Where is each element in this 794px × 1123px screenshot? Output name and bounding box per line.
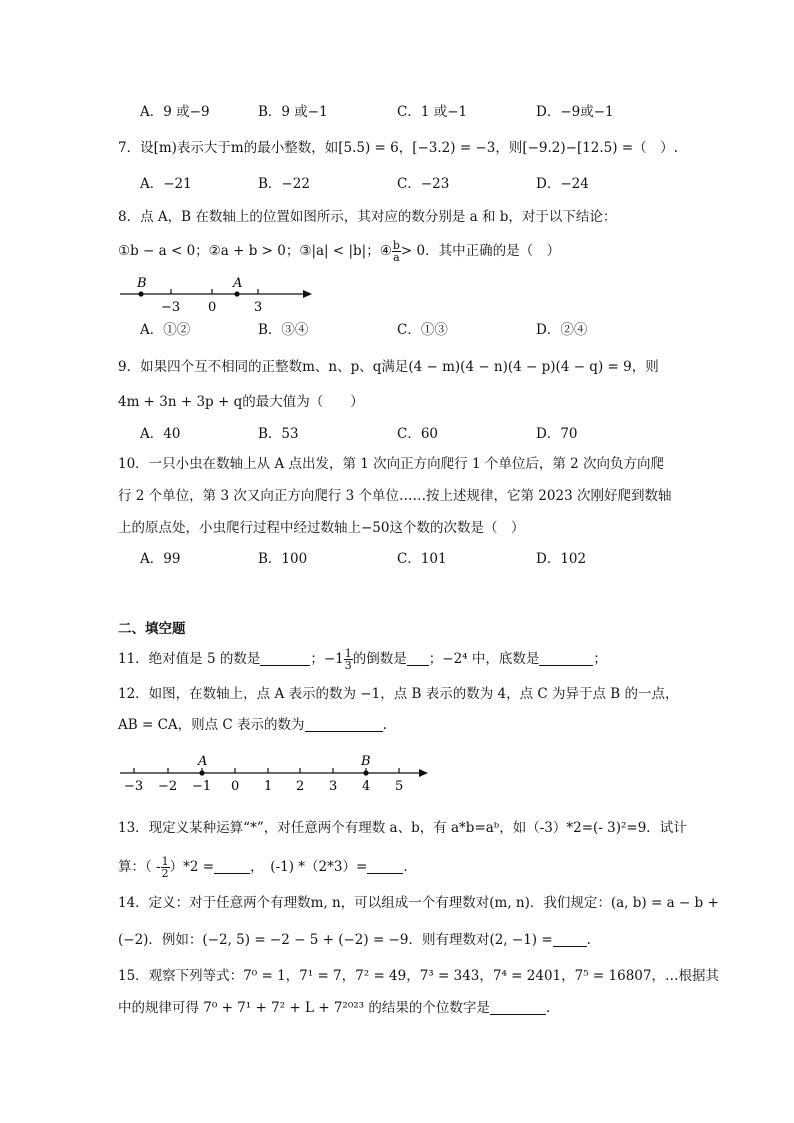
q11-line [118,648,607,671]
q8-line2 [118,240,560,263]
q6-option-b: B．9 或−1 [258,104,328,120]
q7-option-b: B．−22 [258,176,310,192]
q12-tick-2: 2 [296,779,305,794]
q13-frac-num: 1 [161,855,169,868]
q9-option-c: C．60 [397,426,439,442]
q13-line2 [118,856,408,879]
q11-blank-3[interactable] [539,651,593,666]
q6-option-d: D．−9或−1 [536,104,614,120]
q12-line1: 12．如图，在数轴上，点 A 表示的数为 −1，点 B 表示的数为 4，点 C 为异于点 B 的一点， [118,686,679,702]
q11-fraction [344,648,353,671]
q15-line1: 15．观察下列等式：7⁰ = 1，7¹ = 7，7² = 49，7³ = 343，7⁴ = 2401，7⁵ = 16807，…根据其 [118,968,719,984]
q12-tick-0: 0 [231,779,240,794]
q9-option-d: D．70 [536,426,578,442]
q9-line1: 9．如果四个互不相同的正整数m、n、p、q满足(4 − m)(4 − n)(4 − p)(4 − q) = 9，则 [118,359,659,375]
q11-frac-den: 3 [344,659,352,672]
q13-calc-b: ）*2 = [169,859,215,875]
q6-option-c: C．1 或−1 [397,104,468,120]
q12-label-a: A [198,754,208,769]
q15-end: . [545,1000,551,1016]
q8-line1: 8．点 A，B 在数轴上的位置如图所示，其对应的数分别是 a 和 b，对于以下结论： [118,209,617,225]
q11-blank-1[interactable] [260,651,310,666]
q15-blank[interactable] [490,1000,546,1015]
q8-conclusions: ①b − a < 0；②a + b > 0；③|a| < |b|；④ [118,243,392,259]
q12-tick-neg3: −3 [124,779,144,794]
q11-part-c: 的倒数是 [352,651,407,667]
q9-line2: 4m + 3n + 3p + q的最大值为（ ） [118,394,364,410]
q10-line3: 上的原点处，小虫爬行过程中经过数轴上−50这个数的次数是（ ） [118,520,525,536]
q14-example: (−2)．例如：(−2, 5) = −2 − 5 + (−2) = −9．则有理数对(2, −1) = [118,932,553,948]
q11-part-b: ；−1 [310,651,344,667]
q10-option-c: C．101 [397,551,447,567]
q13-blank-1[interactable] [214,859,250,874]
q7-option-c: C．−23 [397,176,450,192]
q12-tick-1: 1 [264,779,273,794]
q13-frac-den: 2 [161,867,169,880]
q12-line2 [118,715,387,735]
q14-line2 [118,930,591,950]
q7-text: 7．设[m)表示大于m的最小整数，如[5.5) = 6，[−3.2) = −3，则[−9.2)−[12.5) =（ ）. [118,140,678,156]
q8-question: > 0．其中正确的是（ ） [400,243,561,259]
q12-tick-4: 4 [362,779,371,794]
q10-option-d: D．102 [536,551,587,567]
q9-options [0,424,794,444]
q10-option-b: B．100 [258,551,308,567]
q8-option-a: A．①② [140,322,191,338]
q8-tick-neg3: −3 [161,300,181,315]
q10-option-a: A．99 [140,551,181,567]
q6-option-a: A．9 或−9 [140,104,210,120]
q13-blank-2[interactable] [367,859,403,874]
q8-tick-3: 3 [254,300,263,315]
q10-line2: 行 2 个单位，第 3 次又向正方向爬行 3 个单位……按上述规律，它第 2023 次刚好爬到数轴 [118,488,672,504]
q8-frac-den: a [393,251,400,264]
q8-option-c: C．①③ [397,322,448,338]
q8-options [0,320,794,340]
q15-question: 中的规律可得 7⁰ + 7¹ + 7² + L + 7²⁰²³ 的结果的个位数字是 [118,1000,490,1016]
q11-frac-num: 1 [344,647,352,660]
q6-options [0,102,794,122]
q8-tick-0: 0 [208,300,217,315]
q12-label-b: B [361,754,371,769]
q10-options [0,549,794,569]
q14-blank[interactable] [553,932,587,947]
q12-question: AB = CA，则点 C 表示的数为 [118,717,305,733]
q11-part-e: ； [593,651,607,667]
q12-tick-3: 3 [329,779,338,794]
q8-label-a: A [233,276,243,291]
q8-label-b: B [137,276,147,291]
q12-tick-5: 5 [395,779,404,794]
q15-line2 [118,998,550,1018]
q11-part-a: 11．绝对值是 5 的数是 [118,651,261,667]
q8-option-b: B．③④ [258,322,309,338]
q8-frac-num: b [392,239,400,252]
q13-end: . [403,859,408,875]
q13-fraction [161,856,170,879]
q7-options [0,174,794,194]
q9-option-b: B．53 [258,426,299,442]
q8-fraction [392,240,401,263]
q12-tick-neg2: −2 [158,779,178,794]
q7-option-d: D．−24 [536,176,589,192]
q13-line1: 13．现定义某种运算“*”，对任意两个有理数 a、b，有 a*b=aᵇ，如（-3）*2=(- 3)²=9．试计 [118,820,687,836]
q12-end: . [382,717,387,733]
q12-tick-neg1: −1 [192,779,212,794]
q9-option-a: A．40 [140,426,181,442]
q8-option-d: D．②④ [536,322,588,338]
q11-blank-2[interactable] [407,651,429,666]
q13-calc-a: 算：（ - [118,859,161,875]
q10-line1: 10．一只小虫在数轴上从 A 点出发，第 1 次向正方向爬行 1 个单位后，第 2 次向负方向爬 [118,456,665,472]
q7-option-a: A．−21 [140,176,192,192]
q11-part-d: ；−2⁴ 中，底数是 [428,651,540,667]
q12-blank[interactable] [305,717,383,732]
q13-calc-c: ， (-1) *（2*3）= [250,859,368,875]
q14-line1: 14．定义：对于任意两个有理数m, n，可以组成一个有理数对(m, n)．我们规定：(a, b) = a − b + [118,895,719,911]
q14-end: . [586,932,591,948]
section-title-fill-in: 二、填空题 [118,621,186,637]
